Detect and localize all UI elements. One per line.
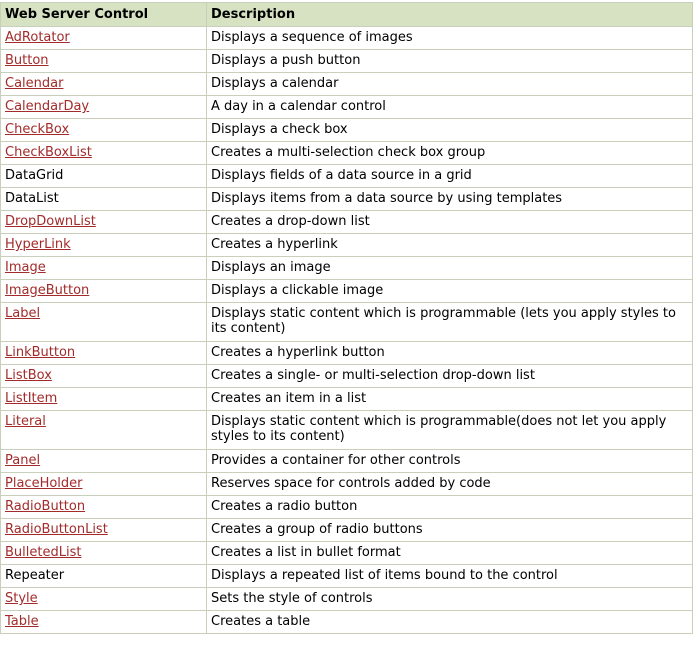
- control-name-cell: [1, 188, 207, 211]
- control-description: Provides a container for other controls: [207, 450, 693, 473]
- control-link[interactable]: RadioButtonList: [5, 522, 108, 537]
- control-link[interactable]: BulletedList: [5, 545, 82, 560]
- control-link[interactable]: Table: [5, 614, 39, 629]
- control-description: Displays a check box: [207, 119, 693, 142]
- control-name-cell: [1, 165, 207, 188]
- table-row: [1, 450, 693, 473]
- control-description: Creates a single- or multi-selection drop-down list: [207, 365, 693, 388]
- control-description: Creates a drop-down list: [207, 211, 693, 234]
- control-name-cell: [1, 496, 207, 519]
- control-link[interactable]: Calendar: [5, 76, 64, 91]
- control-name-cell: [1, 473, 207, 496]
- table-row: [1, 473, 693, 496]
- control-link[interactable]: Panel: [5, 453, 41, 468]
- control-link[interactable]: ListBox: [5, 368, 52, 383]
- control-name-cell: [1, 411, 207, 450]
- control-name-cell: [1, 519, 207, 542]
- table-row: [1, 119, 693, 142]
- table-row: [1, 303, 693, 342]
- table-header-row: [1, 3, 693, 27]
- control-description: Displays fields of a data source in a grid: [207, 165, 693, 188]
- control-description: Displays a sequence of images: [207, 27, 693, 50]
- control-name-cell: [1, 303, 207, 342]
- control-description: Creates a hyperlink: [207, 234, 693, 257]
- control-name-cell: [1, 588, 207, 611]
- control-name-cell: [1, 280, 207, 303]
- control-link[interactable]: Button: [5, 53, 49, 68]
- table-row: [1, 96, 693, 119]
- table-row: [1, 542, 693, 565]
- table-row: [1, 234, 693, 257]
- control-description: Sets the style of controls: [207, 588, 693, 611]
- table-row: [1, 519, 693, 542]
- control-name-cell: [1, 119, 207, 142]
- control-name-cell: [1, 450, 207, 473]
- table-row: [1, 365, 693, 388]
- control-description: Displays static content which is programmable (lets you apply styles to its content): [207, 303, 693, 342]
- control-link[interactable]: CheckBoxList: [5, 145, 92, 160]
- control-name-cell: [1, 365, 207, 388]
- control-link[interactable]: LinkButton: [5, 345, 76, 360]
- control-name-cell: [1, 234, 207, 257]
- control-name-cell: [1, 611, 207, 634]
- control-link[interactable]: Image: [5, 260, 46, 275]
- control-description: Displays items from a data source by using templates: [207, 188, 693, 211]
- control-link[interactable]: RadioButton: [5, 499, 86, 514]
- control-link[interactable]: AdRotator: [5, 30, 70, 45]
- column-header-control: Web Server Control: [1, 3, 207, 27]
- control-name-cell: [1, 73, 207, 96]
- control-description: Creates a multi-selection check box group: [207, 142, 693, 165]
- control-name-cell: [1, 565, 207, 588]
- control-description: Displays static content which is programmable(does not let you apply styles to its content): [207, 411, 693, 450]
- control-link[interactable]: CalendarDay: [5, 99, 90, 114]
- control-link[interactable]: ListItem: [5, 391, 58, 406]
- control-description: A day in a calendar control: [207, 96, 693, 119]
- control-name-cell: [1, 27, 207, 50]
- table-row: [1, 588, 693, 611]
- control-link[interactable]: Label: [5, 306, 41, 321]
- table-row: [1, 342, 693, 365]
- control-link[interactable]: HyperLink: [5, 237, 71, 252]
- control-description: Creates an item in a list: [207, 388, 693, 411]
- control-description: Creates a list in bullet format: [207, 542, 693, 565]
- control-description: Reserves space for controls added by code: [207, 473, 693, 496]
- table-row: [1, 257, 693, 280]
- control-name: Repeater: [5, 568, 65, 583]
- control-description: Creates a radio button: [207, 496, 693, 519]
- table-row: [1, 165, 693, 188]
- control-description: Creates a table: [207, 611, 693, 634]
- table-row: [1, 27, 693, 50]
- control-name-cell: [1, 96, 207, 119]
- control-name-cell: [1, 388, 207, 411]
- table-body: [1, 27, 693, 634]
- table-row: [1, 496, 693, 519]
- table-row: [1, 388, 693, 411]
- control-link[interactable]: DropDownList: [5, 214, 96, 229]
- table-row: [1, 280, 693, 303]
- table-row: [1, 188, 693, 211]
- table-row: [1, 50, 693, 73]
- table-row: [1, 611, 693, 634]
- table-row: [1, 211, 693, 234]
- control-name-cell: [1, 50, 207, 73]
- control-description: Creates a group of radio buttons: [207, 519, 693, 542]
- control-name-cell: [1, 342, 207, 365]
- control-name: DataGrid: [5, 168, 64, 183]
- table-row: [1, 411, 693, 450]
- control-name-cell: [1, 542, 207, 565]
- control-description: Displays a repeated list of items bound to the control: [207, 565, 693, 588]
- table-row: [1, 73, 693, 96]
- table-row: [1, 142, 693, 165]
- control-name-cell: [1, 142, 207, 165]
- control-link[interactable]: PlaceHolder: [5, 476, 83, 491]
- control-name-cell: [1, 257, 207, 280]
- table-row: [1, 565, 693, 588]
- control-name-cell: [1, 211, 207, 234]
- control-link[interactable]: Literal: [5, 414, 46, 429]
- control-name: DataList: [5, 191, 59, 206]
- control-description: Displays a calendar: [207, 73, 693, 96]
- control-description: Displays a push button: [207, 50, 693, 73]
- control-description: Creates a hyperlink button: [207, 342, 693, 365]
- control-link[interactable]: Style: [5, 591, 38, 606]
- web-server-controls-table: [0, 2, 693, 634]
- control-description: Displays a clickable image: [207, 280, 693, 303]
- control-description: Displays an image: [207, 257, 693, 280]
- control-link[interactable]: ImageButton: [5, 283, 90, 298]
- control-link[interactable]: CheckBox: [5, 122, 70, 137]
- column-header-description: Description: [207, 3, 693, 27]
